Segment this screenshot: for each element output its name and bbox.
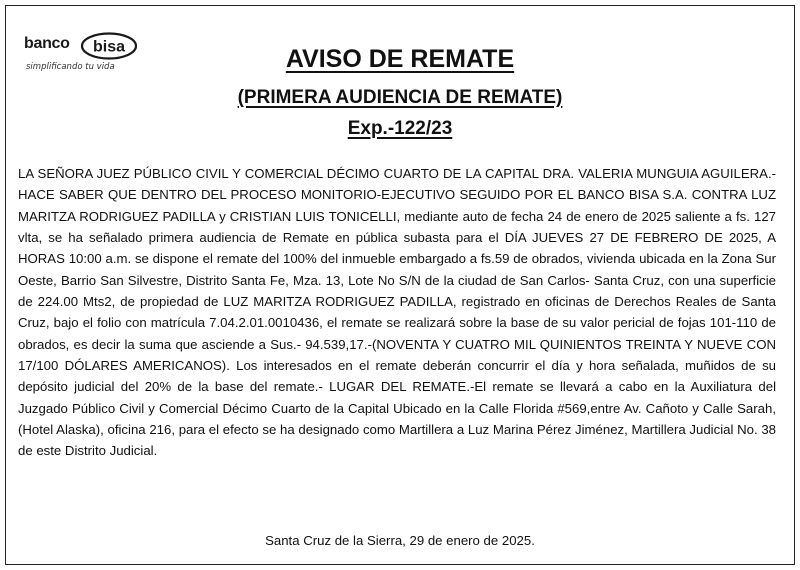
notice-body: LA SEÑORA JUEZ PÚBLICO CIVIL Y COMERCIAL DÉCIMO CUARTO DE LA CAPITAL DRA. VALERIA MUNGUIA AGUILERA.- HACE SABER QUE DENTRO DEL PROCESO MONITORIO-EJECUTIVO SEGUIDO POR EL BANCO BISA S.A. CONTRA LUZ MARITZA RODRIGUEZ PADILLA y CRISTIAN LUIS TONICELLI, mediante auto de fecha 24 de enero de 2025 saliente a fs. 127 vlta, se ha señalado primera audiencia de Remate en pública subasta para el DÍA JUEVES 27 DE FEBRERO DE 2025, A HORAS 10:00 a.m. se dispone el remate del 100% del inmueble embargado a fs.59 de obrados, vivienda ubicada en la Zona Sur Oeste, Barrio San Silvestre, Distrito Santa Fe, Mza. 13, Lote No S/N de la ciudad de San Carlos- Santa Cruz, con una superficie de 224.00 Mts2, de propiedad de LUZ MARITZA RODRIGUEZ PADILLA, registrado en oficinas de Derechos Reales de Santa Cruz, bajo el folio con matrícula 7.04.2.01.0010436, el remate se realizará sobre la base de su valor pericial de fojas 101-110 de obrados, es decir la suma que asciende a Sus.- 94.539,17.-(NOVENTA Y CUATRO MIL QUINIENTOS TREINTA Y NUEVE CON 17/100 DÓLARES AMERICANOS). Los interesados en el remate deberán concurrir el día y hora señalada, muñidos de su depósito judicial del 20% de la base del remate.- LUGAR DEL REMATE.-El remate se llevará a cabo en la Auxiliatura del Juzgado Público Civil y Comercial Décimo Cuarto de la Capital Ubicado en la Calle Florida #569,entre Av. Cañoto y Calle Sarah, (Hotel Alaska), oficina 216, para el efecto se ha designado como Martillera a Luz Marina Pérez Jiménez, Martillera Judicial No. 38 de este Distrito Judicial.	[18, 166, 776, 459]
notice-subtitle-text: (PRIMERA AUDIENCIA DE REMATE)	[237, 87, 563, 108]
logo-wordmark: banco	[24, 35, 70, 52]
case-number-text: Exp.-122/23	[347, 118, 453, 139]
notice-title-text: AVISO DE REMATE	[285, 45, 515, 73]
notice-date: Santa Cruz de la Sierra, 29 de enero de 2025.	[265, 533, 535, 548]
notice-subtitle	[0, 86, 800, 110]
logo-tagline: simplificando tu vida	[26, 62, 115, 72]
logo-mark-text: bisa	[92, 38, 126, 56]
case-number	[0, 117, 800, 141]
notice-title	[0, 44, 800, 74]
